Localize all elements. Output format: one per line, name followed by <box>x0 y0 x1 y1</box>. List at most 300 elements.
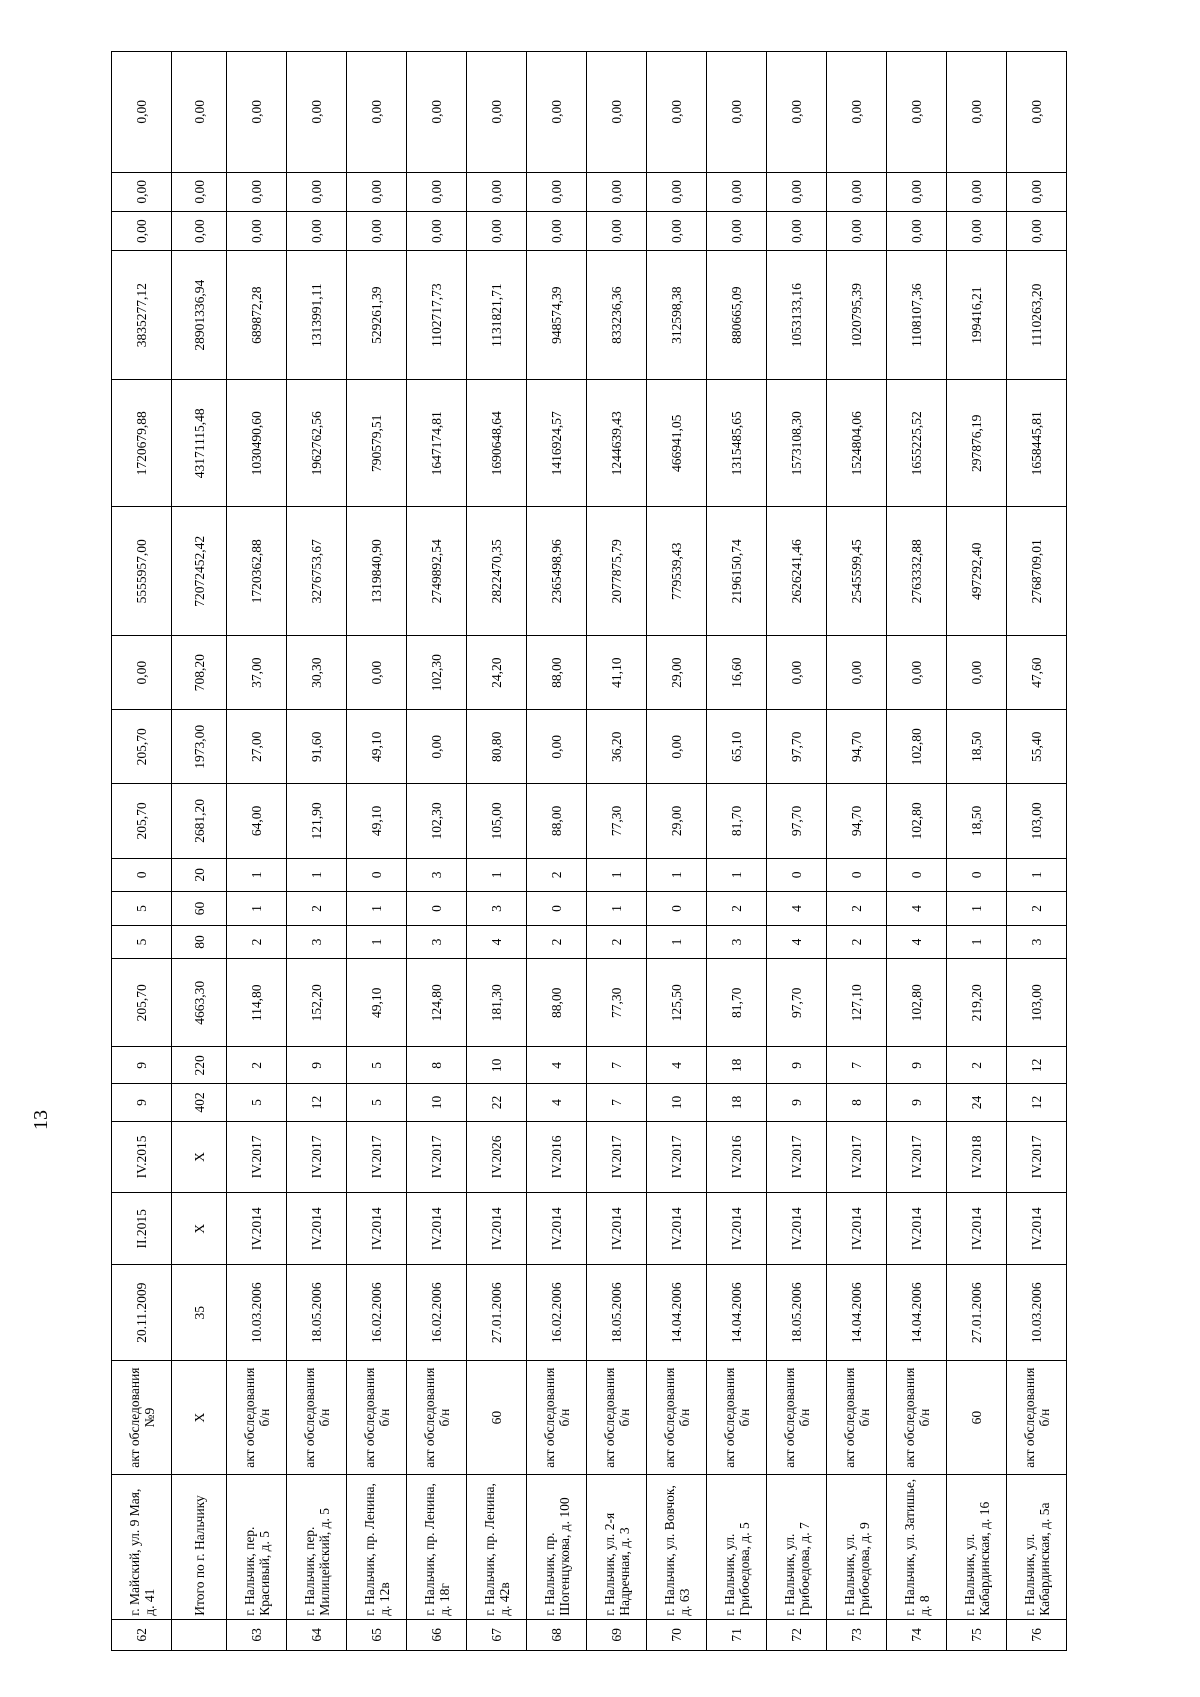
cell-address: г. Нальчик, пр. Ленина, д. 42в <box>467 1474 527 1619</box>
cell-n2: 1 <box>227 892 287 926</box>
cell-s3: 0,00 <box>827 212 887 251</box>
cell-no: 69 <box>587 1619 647 1650</box>
cell-n3: 1 <box>467 858 527 892</box>
cell-doc: акт обследования б/н <box>707 1361 767 1475</box>
cell-address: г. Нальчик, ул. 2-я Надречная, д. 3 <box>587 1474 647 1619</box>
cell-plan-end: IV.2017 <box>227 1121 287 1193</box>
cell-sum2: 833236,36 <box>587 251 647 380</box>
cell-sum1: 1030490,60 <box>227 380 287 507</box>
table-row <box>227 52 287 1651</box>
cell-sum2: 1313991,11 <box>287 251 347 380</box>
cell-n3: 20 <box>172 858 227 892</box>
table-row <box>287 52 347 1651</box>
cell-c1: 9 <box>767 1084 827 1121</box>
cell-n2: 1 <box>947 892 1007 926</box>
cell-n2: 5 <box>112 892 172 926</box>
table-row <box>112 52 172 1651</box>
cell-c1: 4 <box>527 1084 587 1121</box>
cell-n1: 3 <box>407 925 467 959</box>
cell-s3: 0,00 <box>947 212 1007 251</box>
cell-doc: акт обследования №9 <box>112 1361 172 1475</box>
cell-date: 10.03.2006 <box>1007 1265 1067 1361</box>
cell-date: 14.04.2006 <box>887 1265 947 1361</box>
cell-s5: 0,00 <box>112 52 172 173</box>
cell-address: г. Майский, ул. 9 Мая, д. 41 <box>112 1474 172 1619</box>
cell-a2: 36,20 <box>587 710 647 784</box>
cell-s5: 0,00 <box>887 52 947 173</box>
cell-area: 102,80 <box>887 959 947 1047</box>
cell-area: 125,50 <box>647 959 707 1047</box>
cell-no <box>172 1619 227 1650</box>
cell-c1: 7 <box>587 1084 647 1121</box>
cell-doc: 60 <box>467 1361 527 1475</box>
cell-area: 219,20 <box>947 959 1007 1047</box>
cell-s4: 0,00 <box>647 172 707 211</box>
cell-plan-start: X <box>172 1193 227 1265</box>
cell-address: г. Нальчик, пр. Шогенцукова, д. 100 <box>527 1474 587 1619</box>
table-row <box>587 52 647 1651</box>
table-row <box>707 52 767 1651</box>
cell-sum-total: 2626241,46 <box>767 507 827 636</box>
cell-a2: 55,40 <box>1007 710 1067 784</box>
cell-area: 124,80 <box>407 959 467 1047</box>
cell-address: г. Нальчик, ул. Грибоедова, д. 5 <box>707 1474 767 1619</box>
cell-date: 35 <box>172 1265 227 1361</box>
cell-sum-total: 2822470,35 <box>467 507 527 636</box>
cell-s3: 0,00 <box>527 212 587 251</box>
cell-n3: 1 <box>647 858 707 892</box>
cell-area: 127,10 <box>827 959 887 1047</box>
cell-no: 68 <box>527 1619 587 1650</box>
cell-a1: 77,30 <box>587 784 647 858</box>
cell-c1: 12 <box>1007 1084 1067 1121</box>
table-row <box>527 52 587 1651</box>
cell-n1: 1 <box>347 925 407 959</box>
cell-a3: 16,60 <box>707 636 767 710</box>
cell-area: 103,00 <box>1007 959 1067 1047</box>
cell-plan-start: IV.2014 <box>287 1193 347 1265</box>
table-row <box>887 52 947 1651</box>
cell-c1: 22 <box>467 1084 527 1121</box>
cell-n1: 4 <box>887 925 947 959</box>
cell-plan-start: IV.2014 <box>527 1193 587 1265</box>
cell-address: г. Нальчик, пер. Милицейский, д. 5 <box>287 1474 347 1619</box>
cell-n3: 0 <box>767 858 827 892</box>
cell-a3: 708,20 <box>172 636 227 710</box>
cell-sum1: 466941,05 <box>647 380 707 507</box>
cell-n3: 0 <box>347 858 407 892</box>
cell-plan-end: IV.2017 <box>887 1121 947 1193</box>
cell-area: 114,80 <box>227 959 287 1047</box>
cell-c1: 402 <box>172 1084 227 1121</box>
cell-date: 20.11.2009 <box>112 1265 172 1361</box>
cell-date: 18.05.2006 <box>587 1265 647 1361</box>
cell-c2: 2 <box>947 1047 1007 1084</box>
cell-no: 67 <box>467 1619 527 1650</box>
cell-n2: 1 <box>347 892 407 926</box>
cell-date: 18.05.2006 <box>287 1265 347 1361</box>
cell-c2: 10 <box>467 1047 527 1084</box>
cell-a3: 30,30 <box>287 636 347 710</box>
cell-doc: акт обследования б/н <box>287 1361 347 1475</box>
cell-n2: 2 <box>707 892 767 926</box>
cell-c2: 9 <box>767 1047 827 1084</box>
cell-no: 62 <box>112 1619 172 1650</box>
cell-c2: 7 <box>587 1047 647 1084</box>
cell-date: 27.01.2006 <box>947 1265 1007 1361</box>
cell-sum1: 1244639,43 <box>587 380 647 507</box>
cell-n1: 1 <box>947 925 1007 959</box>
cell-no: 63 <box>227 1619 287 1650</box>
cell-sum1: 1690648,64 <box>467 380 527 507</box>
cell-s3: 0,00 <box>767 212 827 251</box>
cell-n2: 60 <box>172 892 227 926</box>
cell-sum1: 1655225,52 <box>887 380 947 507</box>
cell-area: 49,10 <box>347 959 407 1047</box>
cell-sum1: 1647174,81 <box>407 380 467 507</box>
cell-n3: 2 <box>527 858 587 892</box>
cell-n2: 0 <box>407 892 467 926</box>
cell-n3: 1 <box>227 858 287 892</box>
cell-n1: 3 <box>287 925 347 959</box>
cell-n2: 0 <box>647 892 707 926</box>
cell-plan-end: X <box>172 1121 227 1193</box>
cell-plan-end: IV.2017 <box>587 1121 647 1193</box>
cell-s4: 0,00 <box>767 172 827 211</box>
cell-c1: 5 <box>227 1084 287 1121</box>
cell-address: г. Нальчик, ул. Затишье, д. 8 <box>887 1474 947 1619</box>
cell-c2: 5 <box>347 1047 407 1084</box>
cell-n2: 2 <box>1007 892 1067 926</box>
cell-no: 65 <box>347 1619 407 1650</box>
cell-doc: акт обследования б/н <box>647 1361 707 1475</box>
cell-plan-end: IV.2016 <box>527 1121 587 1193</box>
cell-c2: 12 <box>1007 1047 1067 1084</box>
cell-s4: 0,00 <box>707 172 767 211</box>
cell-sum2: 1131821,71 <box>467 251 527 380</box>
cell-a1: 49,10 <box>347 784 407 858</box>
cell-sum-total: 3276753,67 <box>287 507 347 636</box>
cell-sum-total: 2545599,45 <box>827 507 887 636</box>
table-row <box>347 52 407 1651</box>
cell-n3: 0 <box>827 858 887 892</box>
cell-s5: 0,00 <box>1007 52 1067 173</box>
cell-no: 70 <box>647 1619 707 1650</box>
cell-plan-start: IV.2014 <box>707 1193 767 1265</box>
cell-c2: 4 <box>527 1047 587 1084</box>
cell-s3: 0,00 <box>112 212 172 251</box>
cell-s4: 0,00 <box>527 172 587 211</box>
cell-address: г. Нальчик, ул. Грибоедова, д. 7 <box>767 1474 827 1619</box>
cell-n3: 0 <box>947 858 1007 892</box>
cell-date: 14.04.2006 <box>707 1265 767 1361</box>
cell-sum-total: 1319840,90 <box>347 507 407 636</box>
cell-a2: 80,80 <box>467 710 527 784</box>
cell-plan-end: IV.2017 <box>407 1121 467 1193</box>
cell-c2: 9 <box>887 1047 947 1084</box>
cell-c2: 7 <box>827 1047 887 1084</box>
cell-s5: 0,00 <box>707 52 767 173</box>
cell-a1: 121,90 <box>287 784 347 858</box>
cell-area: 152,20 <box>287 959 347 1047</box>
cell-s3: 0,00 <box>227 212 287 251</box>
cell-n1: 4 <box>467 925 527 959</box>
rotated-page <box>111 51 1067 1651</box>
cell-c1: 18 <box>707 1084 767 1121</box>
cell-c2: 4 <box>647 1047 707 1084</box>
cell-n1: 2 <box>527 925 587 959</box>
cell-sum2: 1110263,20 <box>1007 251 1067 380</box>
cell-sum-total: 497292,40 <box>947 507 1007 636</box>
cell-plan-end: IV.2018 <box>947 1121 1007 1193</box>
cell-c2: 220 <box>172 1047 227 1084</box>
cell-c1: 9 <box>112 1084 172 1121</box>
cell-no: 64 <box>287 1619 347 1650</box>
cell-c1: 12 <box>287 1084 347 1121</box>
cell-plan-start: IV.2014 <box>347 1193 407 1265</box>
cell-n1: 4 <box>767 925 827 959</box>
cell-s4: 0,00 <box>587 172 647 211</box>
cell-sum2: 948574,39 <box>527 251 587 380</box>
cell-a2: 0,00 <box>407 710 467 784</box>
cell-plan-start: IV.2014 <box>947 1193 1007 1265</box>
cell-s3: 0,00 <box>467 212 527 251</box>
cell-plan-end: IV.2016 <box>707 1121 767 1193</box>
table-row <box>767 52 827 1651</box>
cell-address: г. Нальчик, ул. Вовчок, д. 63 <box>647 1474 707 1619</box>
cell-sum-total: 2077875,79 <box>587 507 647 636</box>
cell-a1: 205,70 <box>112 784 172 858</box>
cell-n2: 2 <box>287 892 347 926</box>
cell-s4: 0,00 <box>467 172 527 211</box>
table-row <box>647 52 707 1651</box>
cell-sum-total: 72072452,42 <box>172 507 227 636</box>
cell-sum-total: 1720362,88 <box>227 507 287 636</box>
cell-a2: 97,70 <box>767 710 827 784</box>
cell-plan-start: IV.2014 <box>1007 1193 1067 1265</box>
cell-date: 18.05.2006 <box>767 1265 827 1361</box>
cell-doc: акт обследования б/н <box>827 1361 887 1475</box>
cell-s3: 0,00 <box>587 212 647 251</box>
cell-s3: 0,00 <box>407 212 467 251</box>
cell-area: 4663,30 <box>172 959 227 1047</box>
cell-n2: 4 <box>887 892 947 926</box>
cell-a3: 0,00 <box>347 636 407 710</box>
cell-s5: 0,00 <box>587 52 647 173</box>
cell-no: 75 <box>947 1619 1007 1650</box>
cell-s5: 0,00 <box>527 52 587 173</box>
cell-sum2: 312598,38 <box>647 251 707 380</box>
table-row <box>947 52 1007 1651</box>
cell-address: г. Нальчик, ул. Кабардинская, д. 16 <box>947 1474 1007 1619</box>
cell-n2: 4 <box>767 892 827 926</box>
cell-s4: 0,00 <box>1007 172 1067 211</box>
cell-a2: 65,10 <box>707 710 767 784</box>
cell-area: 77,30 <box>587 959 647 1047</box>
cell-sum-total: 5555957,00 <box>112 507 172 636</box>
cell-area: 205,70 <box>112 959 172 1047</box>
cell-sum1: 297876,19 <box>947 380 1007 507</box>
cell-n2: 0 <box>527 892 587 926</box>
cell-s5: 0,00 <box>407 52 467 173</box>
cell-sum1: 1573108,30 <box>767 380 827 507</box>
cell-sum2: 1102717,73 <box>407 251 467 380</box>
cell-n2: 2 <box>827 892 887 926</box>
cell-s5: 0,00 <box>647 52 707 173</box>
cell-sum2: 880665,09 <box>707 251 767 380</box>
cell-s5: 0,00 <box>827 52 887 173</box>
cell-area: 97,70 <box>767 959 827 1047</box>
cell-address: г. Нальчик, пр. Ленина, д. 18г <box>407 1474 467 1619</box>
cell-n3: 0 <box>112 858 172 892</box>
cell-a2: 49,10 <box>347 710 407 784</box>
table-row <box>467 52 527 1651</box>
cell-plan-start: IV.2014 <box>227 1193 287 1265</box>
cell-a1: 103,00 <box>1007 784 1067 858</box>
cell-a2: 0,00 <box>647 710 707 784</box>
cell-a3: 0,00 <box>947 636 1007 710</box>
cell-a2: 102,80 <box>887 710 947 784</box>
cell-doc: акт обследования б/н <box>347 1361 407 1475</box>
cell-plan-start: IV.2014 <box>767 1193 827 1265</box>
cell-s5: 0,00 <box>172 52 227 173</box>
cell-s3: 0,00 <box>887 212 947 251</box>
cell-sum2: 3835277,12 <box>112 251 172 380</box>
cell-address: Итого по г. Нальчику <box>172 1474 227 1619</box>
cell-sum1: 790579,51 <box>347 380 407 507</box>
cell-s3: 0,00 <box>1007 212 1067 251</box>
cell-n1: 80 <box>172 925 227 959</box>
cell-s4: 0,00 <box>407 172 467 211</box>
cell-address: г. Нальчик, пер. Красивый, д. 5 <box>227 1474 287 1619</box>
cell-doc: акт обследования б/н <box>767 1361 827 1475</box>
cell-doc: акт обследования б/н <box>227 1361 287 1475</box>
cell-plan-end: IV.2017 <box>767 1121 827 1193</box>
cell-plan-start: IV.2014 <box>407 1193 467 1265</box>
cell-sum2: 28901336,94 <box>172 251 227 380</box>
cell-sum1: 1962762,56 <box>287 380 347 507</box>
cell-date: 27.01.2006 <box>467 1265 527 1361</box>
cell-doc: акт обследования б/н <box>407 1361 467 1475</box>
cell-plan-start: II.2015 <box>112 1193 172 1265</box>
cell-sum1: 1720679,88 <box>112 380 172 507</box>
cell-s4: 0,00 <box>172 172 227 211</box>
cell-a3: 0,00 <box>827 636 887 710</box>
cell-sum2: 199416,21 <box>947 251 1007 380</box>
cell-a3: 24,20 <box>467 636 527 710</box>
cell-a1: 105,00 <box>467 784 527 858</box>
table-row <box>1007 52 1067 1651</box>
cell-date: 14.04.2006 <box>647 1265 707 1361</box>
cell-plan-start: IV.2014 <box>587 1193 647 1265</box>
cell-c1: 24 <box>947 1084 1007 1121</box>
cell-no: 71 <box>707 1619 767 1650</box>
cell-doc: акт обследования б/н <box>587 1361 647 1475</box>
cell-s4: 0,00 <box>112 172 172 211</box>
cell-n2: 1 <box>587 892 647 926</box>
cell-s5: 0,00 <box>947 52 1007 173</box>
cell-a2: 94,70 <box>827 710 887 784</box>
cell-sum2: 1020795,39 <box>827 251 887 380</box>
cell-s5: 0,00 <box>767 52 827 173</box>
cell-sum1: 1315485,65 <box>707 380 767 507</box>
cell-c1: 8 <box>827 1084 887 1121</box>
cell-a1: 97,70 <box>767 784 827 858</box>
cell-a2: 27,00 <box>227 710 287 784</box>
cell-s4: 0,00 <box>887 172 947 211</box>
cell-s5: 0,00 <box>347 52 407 173</box>
cell-a2: 205,70 <box>112 710 172 784</box>
page-number: 13 <box>30 1110 52 1130</box>
cell-c1: 10 <box>647 1084 707 1121</box>
cell-doc: 60 <box>947 1361 1007 1475</box>
cell-s4: 0,00 <box>227 172 287 211</box>
cell-date: 14.04.2006 <box>827 1265 887 1361</box>
cell-a3: 0,00 <box>887 636 947 710</box>
cell-sum2: 1053133,16 <box>767 251 827 380</box>
cell-a3: 0,00 <box>767 636 827 710</box>
cell-sum-total: 2768709,01 <box>1007 507 1067 636</box>
cell-n1: 2 <box>827 925 887 959</box>
cell-area: 88,00 <box>527 959 587 1047</box>
cell-plan-end: IV.2026 <box>467 1121 527 1193</box>
cell-s3: 0,00 <box>707 212 767 251</box>
cell-n3: 1 <box>587 858 647 892</box>
cell-date: 16.02.2006 <box>407 1265 467 1361</box>
cell-plan-end: IV.2017 <box>347 1121 407 1193</box>
cell-no: 72 <box>767 1619 827 1650</box>
cell-n1: 2 <box>227 925 287 959</box>
cell-n1: 2 <box>587 925 647 959</box>
cell-a1: 81,70 <box>707 784 767 858</box>
cell-n3: 1 <box>1007 858 1067 892</box>
cell-c2: 9 <box>112 1047 172 1084</box>
cell-plan-start: IV.2014 <box>827 1193 887 1265</box>
cell-sum2: 1108107,36 <box>887 251 947 380</box>
cell-address: г. Нальчик, ул. Кабардинская, д. 5а <box>1007 1474 1067 1619</box>
cell-a3: 102,30 <box>407 636 467 710</box>
cell-a2: 18,50 <box>947 710 1007 784</box>
cell-a3: 29,00 <box>647 636 707 710</box>
cell-a1: 88,00 <box>527 784 587 858</box>
cell-plan-end: IV.2017 <box>647 1121 707 1193</box>
cell-plan-start: IV.2014 <box>887 1193 947 1265</box>
cell-n2: 3 <box>467 892 527 926</box>
cell-sum-total: 779539,43 <box>647 507 707 636</box>
cell-n1: 3 <box>1007 925 1067 959</box>
cell-c2: 9 <box>287 1047 347 1084</box>
cell-plan-end: IV.2017 <box>287 1121 347 1193</box>
cell-a2: 0,00 <box>527 710 587 784</box>
cell-s3: 0,00 <box>347 212 407 251</box>
cell-doc: X <box>172 1361 227 1475</box>
cell-c1: 10 <box>407 1084 467 1121</box>
cell-no: 74 <box>887 1619 947 1650</box>
table-row <box>827 52 887 1651</box>
cell-plan-end: IV.2015 <box>112 1121 172 1193</box>
cell-sum1: 1416924,57 <box>527 380 587 507</box>
cell-s4: 0,00 <box>347 172 407 211</box>
cell-s4: 0,00 <box>287 172 347 211</box>
cell-c2: 2 <box>227 1047 287 1084</box>
cell-s3: 0,00 <box>172 212 227 251</box>
cell-n1: 5 <box>112 925 172 959</box>
cell-date: 10.03.2006 <box>227 1265 287 1361</box>
cell-no: 66 <box>407 1619 467 1650</box>
cell-a1: 102,30 <box>407 784 467 858</box>
cell-sum-total: 2196150,74 <box>707 507 767 636</box>
cell-a3: 88,00 <box>527 636 587 710</box>
